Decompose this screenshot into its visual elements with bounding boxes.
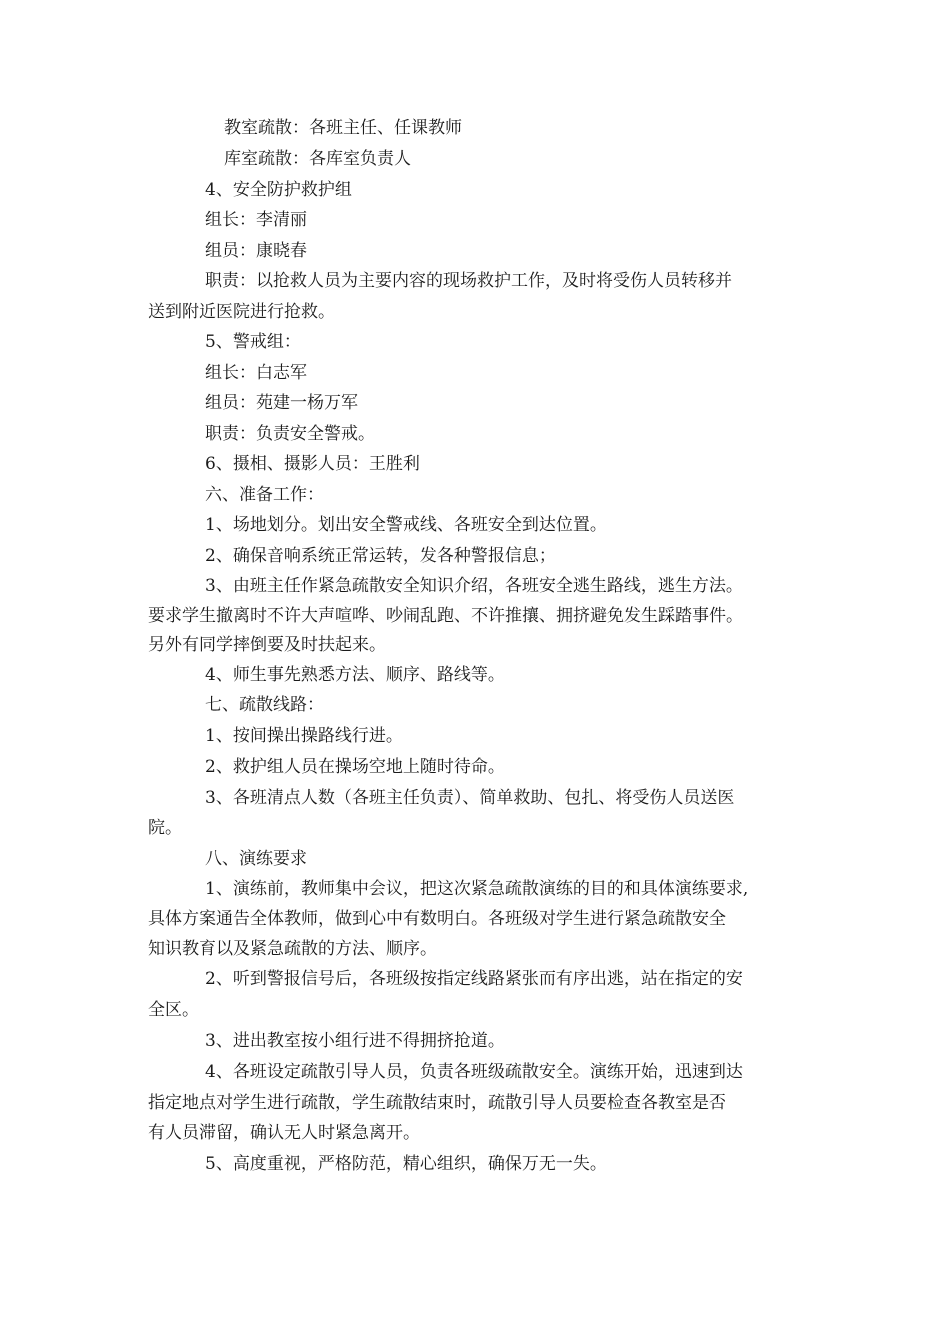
text-line: 另外有同学摔倒要及时扶起来。 <box>148 635 386 655</box>
text-line: 具体方案通告全体教师，做到心中有数明白。各班级对学生进行紧急疏散安全 <box>148 909 726 929</box>
text-line: 2、确保音响系统正常运转，发各种警报信息； <box>205 546 556 566</box>
section-heading: 6、摄相、摄影人员：王胜利 <box>205 454 420 474</box>
text-line: 要求学生撤离时不许大声喧哗、吵闹乱跑、不许推攘、拥挤避免发生踩踏事件。 <box>148 606 743 626</box>
section-heading: 4、安全防护救护组 <box>205 180 352 200</box>
text-line: 1、场地划分。划出安全警戒线、各班安全到达位置。 <box>205 515 607 535</box>
text-line: 5、高度重视，严格防范，精心组织，确保万无一失。 <box>205 1154 607 1174</box>
text-line: 库室疏散：各库室负责人 <box>224 149 411 169</box>
text-line: 知识教育以及紧急疏散的方法、顺序。 <box>148 939 437 959</box>
text-line: 3、进出教室按小组行进不得拥挤抢道。 <box>205 1031 505 1051</box>
text-line: 有人员滞留，确认无人时紧急离开。 <box>148 1123 420 1143</box>
text-line: 4、师生事先熟悉方法、顺序、路线等。 <box>205 665 505 685</box>
text-line: 组员：康晓春 <box>205 241 307 261</box>
text-line: 全区。 <box>148 1000 199 1020</box>
text-line: 3、各班清点人数（各班主任负责）、简单救助、包扎、将受伤人员送医 <box>205 788 735 808</box>
section-heading: 5、警戒组： <box>205 332 301 352</box>
text-line: 1、演练前，教师集中会议，把这次紧急疏散演练的目的和具体演练要求, <box>205 879 749 899</box>
text-line: 1、按间操出操路线行进。 <box>205 726 403 746</box>
text-line: 职责：以抢救人员为主要内容的现场救护工作，及时将受伤人员转移并 <box>205 271 732 291</box>
text-line: 送到附近医院进行抢救。 <box>148 302 335 322</box>
text-line: 2、听到警报信号后，各班级按指定线路紧张而有序出逃，站在指定的安 <box>205 969 743 989</box>
section-heading: 八、演练要求 <box>205 849 307 869</box>
text-line: 教室疏散：各班主任、任课教师 <box>224 118 462 138</box>
section-heading: 六、准备工作： <box>205 485 324 505</box>
text-line: 2、救护组人员在操场空地上随时待命。 <box>205 757 505 777</box>
text-line: 院。 <box>148 818 182 838</box>
text-line: 3、由班主任作紧急疏散安全知识介绍，各班安全逃生路线，逃生方法。 <box>205 576 743 596</box>
text-line: 组员：苑建一杨万军 <box>205 393 358 413</box>
text-line: 4、各班设定疏散引导人员，负责各班级疏散安全。演练开始，迅速到达 <box>205 1062 743 1082</box>
text-line: 组长：白志军 <box>205 363 307 383</box>
text-line: 指定地点对学生进行疏散，学生疏散结束时，疏散引导人员要检查各教室是否 <box>148 1093 726 1113</box>
section-heading: 七、疏散线路： <box>205 695 324 715</box>
text-line: 组长：李清丽 <box>205 210 307 230</box>
text-line: 职责：负责安全警戒。 <box>205 424 375 444</box>
